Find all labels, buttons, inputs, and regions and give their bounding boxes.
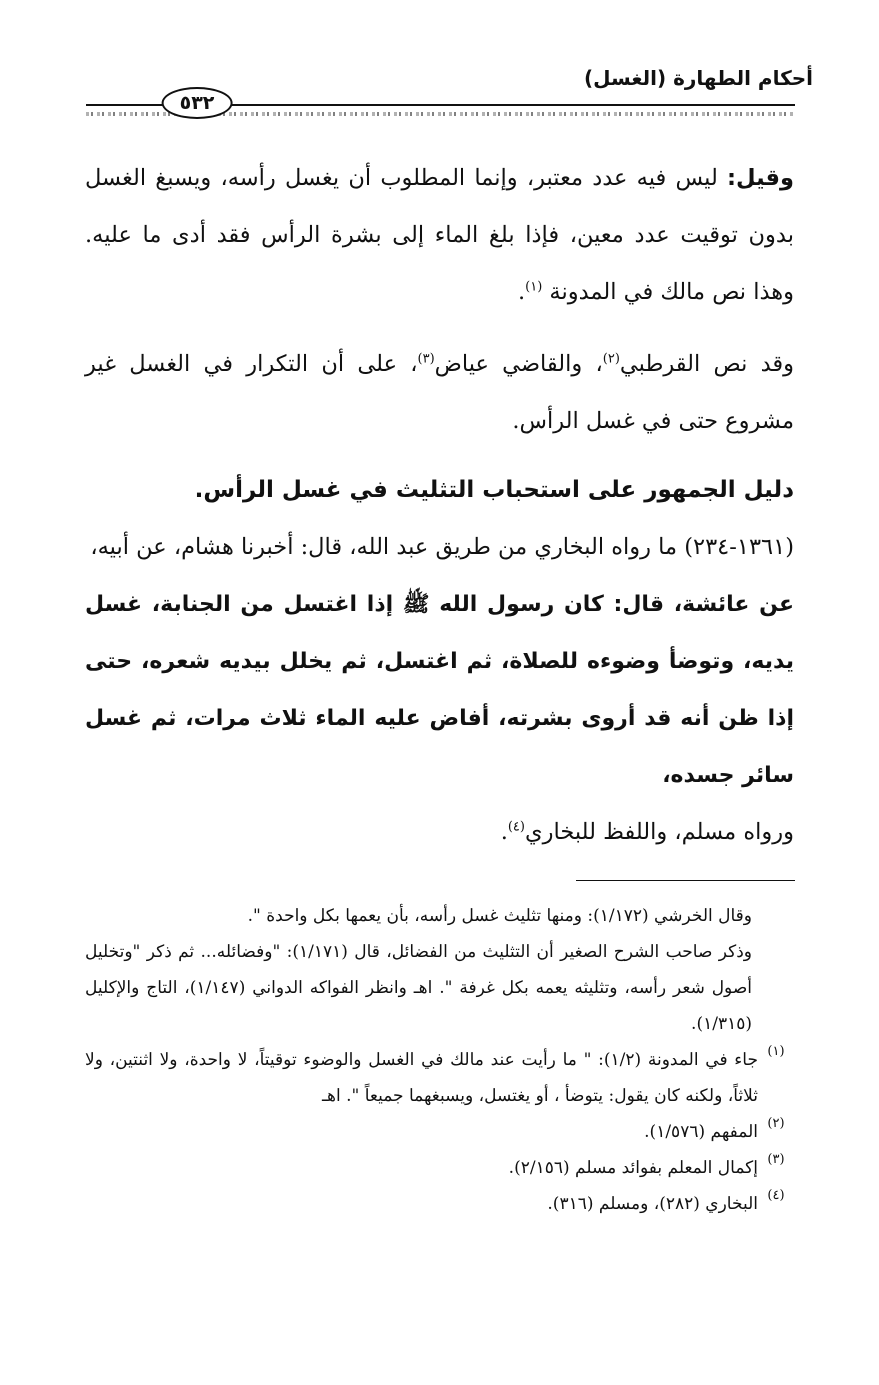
footnote-text: جاء في المدونة (١/٢): " ما رأيت عند مالك في الغسل والوضوء توقيتاً، لا واحدة، ولا اثنتين، ولا ثلاثاً، ولكنه كان يقول: يتوضأ ، أو يغتسل، ويسبغهما جميعاً ". اهـ xyxy=(85,1050,758,1106)
footnote-ref-3[interactable]: (٣) xyxy=(417,351,435,367)
hadith-isnad: (١٣٦١-٢٣٤) ما رواه البخاري من طريق عبد الله، قال: أخبرنا هشام، عن أبيه، xyxy=(90,534,794,560)
footnote-separator xyxy=(576,880,795,881)
footnote-number: (١) xyxy=(767,1044,785,1059)
section-heading: دليل الجمهور على استحباب التثليث في غسل الرأس. xyxy=(194,477,794,503)
footnote-ref-2[interactable]: (٢) xyxy=(602,351,620,367)
footnote-text: المفهم (١/٥٧٦). xyxy=(644,1122,758,1142)
footnote-3 xyxy=(85,1150,794,1186)
footnote-text: إكمال المعلم بفوائد مسلم (٢/١٥٦). xyxy=(508,1158,758,1178)
paragraph-qurtubi: وقد نص القرطبي$^{(٢)}$، والقاضي عياض$^{(٣)}$، على أن التكرار في الغسل غير مشروع حتى في غسل الرأس. xyxy=(85,351,795,434)
footnote-text: البخاري (٢٨٢)، ومسلم (٣١٦). xyxy=(547,1194,758,1214)
footnotes xyxy=(85,898,794,1222)
footnote-number: (٢) xyxy=(767,1116,785,1131)
footnote-ref-1[interactable]: (١) xyxy=(525,279,543,295)
footnote-continuation-2: وذكر صاحب الشرح الصغير أن التثليث من الفضائل، قال (١/١٧١): "وفضائله... ثم ذكر "وتخليل أصول شعر رأسه، وتثليثه يعمه بكل غرفة ". اهـ وانظر الفواكه الدواني (١/١٤٧)، التاج والإكليل (١/٣١٥). xyxy=(85,942,753,1034)
main-text xyxy=(85,150,794,861)
page-number-frame xyxy=(104,84,290,122)
footnote-ref-4[interactable]: (٤) xyxy=(507,819,525,835)
hadith-text: عن عائشة، قال: كان رسول الله ﷺ إذا اغتسل من الجنابة، غسل يديه، وتوضأ وضوءه للصلاة، ثم اغتسل، ثم يخلل بيديه شعره، حتى إذا ظن أنه قد أروى بشرته، أفاض عليه الماء ثلاث مرات، ثم غسل سائر جسده، xyxy=(85,592,794,788)
paragraph-qila: وقيل: ليس فيه عدد معتبر، وإنما المطلوب أن يغسل رأسه، ويسبغ الغسل بدون توقيت عدد معين، فإذا بلغ الماء إلى بشرة الرأس فقد أدى ما عليه. وهذا نص مالك في المدونة $^{(١)}$. xyxy=(85,165,794,305)
lead-word: وقيل: xyxy=(727,165,794,191)
footnote-continuation-1: وقال الخرشي (١/١٧٢): ومنها تثليث غسل رأسه، بأن يعمها بكل واحدة ". xyxy=(247,906,752,926)
footnote-4 xyxy=(85,1186,794,1222)
running-header-title: أحكام الطهارة (الغسل) xyxy=(583,66,813,90)
page-number: ٥٣٢ xyxy=(162,87,233,119)
footnote-number: (٣) xyxy=(767,1152,785,1167)
footnote-number: (٤) xyxy=(767,1188,785,1203)
hadith-attribution: ورواه مسلم، واللفظ للبخاري$^{(٤)}$. xyxy=(500,819,794,845)
footnote-2 xyxy=(85,1114,794,1150)
footnote-1 xyxy=(85,1042,794,1114)
